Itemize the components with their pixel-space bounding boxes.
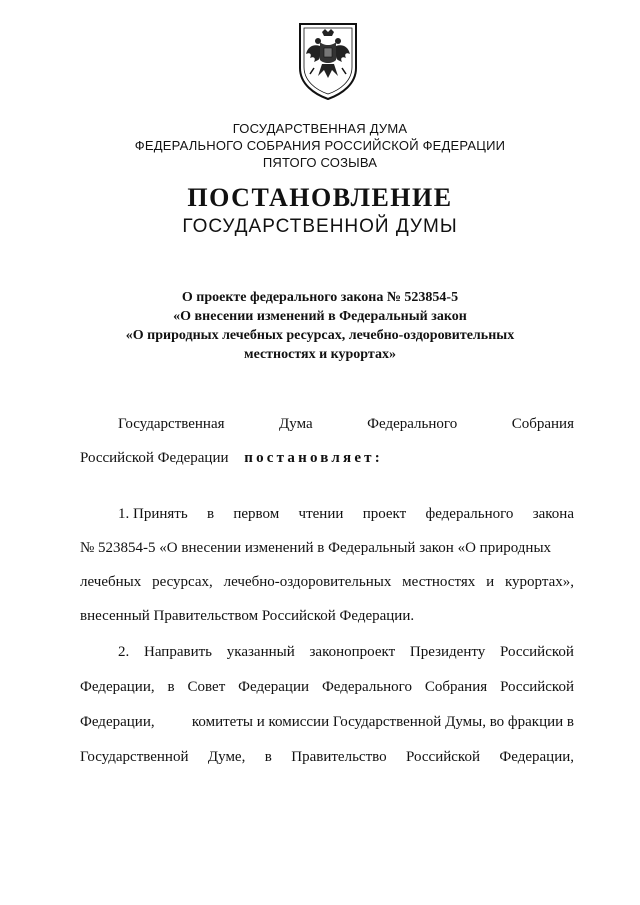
item2-line-3 — [80, 712, 574, 732]
item2-word: Правительство — [291, 749, 387, 765]
item2-word: Российской — [500, 679, 574, 695]
item2-word: Российской — [406, 749, 480, 765]
preamble-word: Собрания — [511, 416, 574, 432]
item1-word: курортах», — [504, 574, 574, 590]
item1-word: федерального — [425, 506, 514, 522]
document-subtitle: ГОСУДАРСТВЕННОЙ ДУМЫ — [182, 216, 458, 237]
item2-word: в — [167, 679, 175, 695]
item1-line-1 — [118, 504, 574, 524]
preamble-line-1 — [118, 414, 574, 434]
subject-line-4: местностях и курортах» — [244, 347, 396, 362]
item1-line-2: № 523854-5 «О внесении изменений в Федеральный закон «О природных — [80, 540, 552, 556]
item2-line-4 — [80, 747, 574, 767]
item1-word: 1. Принять — [118, 506, 188, 522]
subject-line-2: «О внесении изменений в Федеральный закон — [173, 309, 467, 324]
header-federal-assembly: ФЕДЕРАЛЬНОГО СОБРАНИЯ РОССИЙСКОЙ ФЕДЕРАЦИИ — [134, 138, 506, 153]
item2-word: Федерального — [321, 679, 412, 695]
item2-word: Российской — [500, 644, 574, 660]
item2-word: Совет — [187, 679, 226, 695]
item1-word: проект — [362, 506, 407, 522]
item1-word: ресурсах, — [152, 574, 213, 590]
item2-word: в — [264, 749, 272, 765]
item1-line-3 — [80, 572, 574, 592]
item1-word: чтении — [298, 506, 344, 522]
item2-word: Собрания — [424, 679, 488, 695]
subject-line-3: «О природных лечебных ресурсах, лечебно-оздоровительных — [125, 328, 515, 343]
item2-word: указанный — [226, 644, 295, 660]
item2-word: Думе, — [207, 749, 246, 765]
decree-word: постановляет: — [244, 450, 383, 466]
preamble-word: Дума — [279, 416, 313, 432]
item1-word: первом — [233, 506, 280, 522]
item1-word: местностях — [402, 574, 476, 590]
preamble-word: Федерального — [367, 416, 458, 432]
item1-word: и — [486, 574, 495, 590]
header-duma: ГОСУДАРСТВЕННАЯ ДУМА — [232, 121, 408, 136]
header-convocation: ПЯТОГО СОЗЫВА — [262, 155, 378, 170]
item1-word: закона — [532, 506, 574, 522]
item2-word: Федерации, — [80, 714, 155, 730]
item1-word: лечебно-оздоровительных — [223, 574, 392, 590]
item1-word: лечебных — [80, 574, 142, 590]
item2-text: комитеты и комиссии Государственной Думы, во фракции в — [191, 714, 574, 730]
item2-word: Федерации — [238, 679, 310, 695]
preamble-line-2 — [80, 448, 574, 468]
subject-line-1: О проекте федерального закона № 523854-5 — [181, 290, 459, 305]
item2-line-1 — [118, 642, 574, 662]
coat-of-arms-emblem — [296, 20, 360, 102]
item2-line-2 — [80, 677, 574, 697]
item2-word: законопроект — [309, 644, 396, 660]
item2-word: 2. — [118, 644, 130, 660]
preamble-word: Государственная — [118, 416, 225, 432]
item2-word: Федерации, — [80, 679, 155, 695]
document-title: ПОСТАНОВЛЕНИЕ — [187, 183, 453, 212]
item2-word: Президенту — [409, 644, 486, 660]
item1-word: в — [206, 506, 215, 522]
item2-word: Направить — [144, 644, 212, 660]
item2-word: Государственной — [80, 749, 189, 765]
preamble-text: Российской Федерации — [80, 450, 229, 466]
item2-word: Федерации, — [499, 749, 574, 765]
item1-line-4: внесенный Правительством Российской Федерации. — [80, 608, 415, 624]
